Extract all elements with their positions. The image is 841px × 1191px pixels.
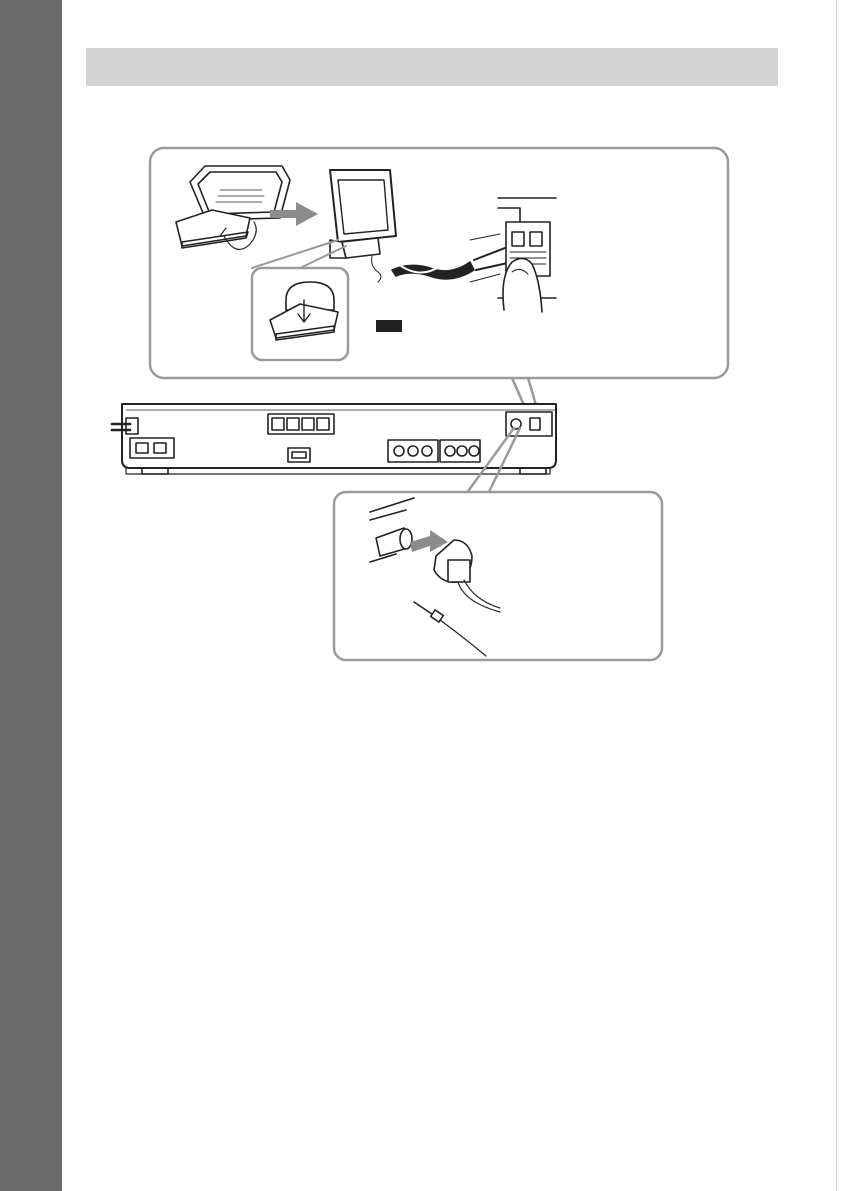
- label-box: [376, 320, 402, 332]
- fm-antenna-callout-panel: [334, 492, 662, 660]
